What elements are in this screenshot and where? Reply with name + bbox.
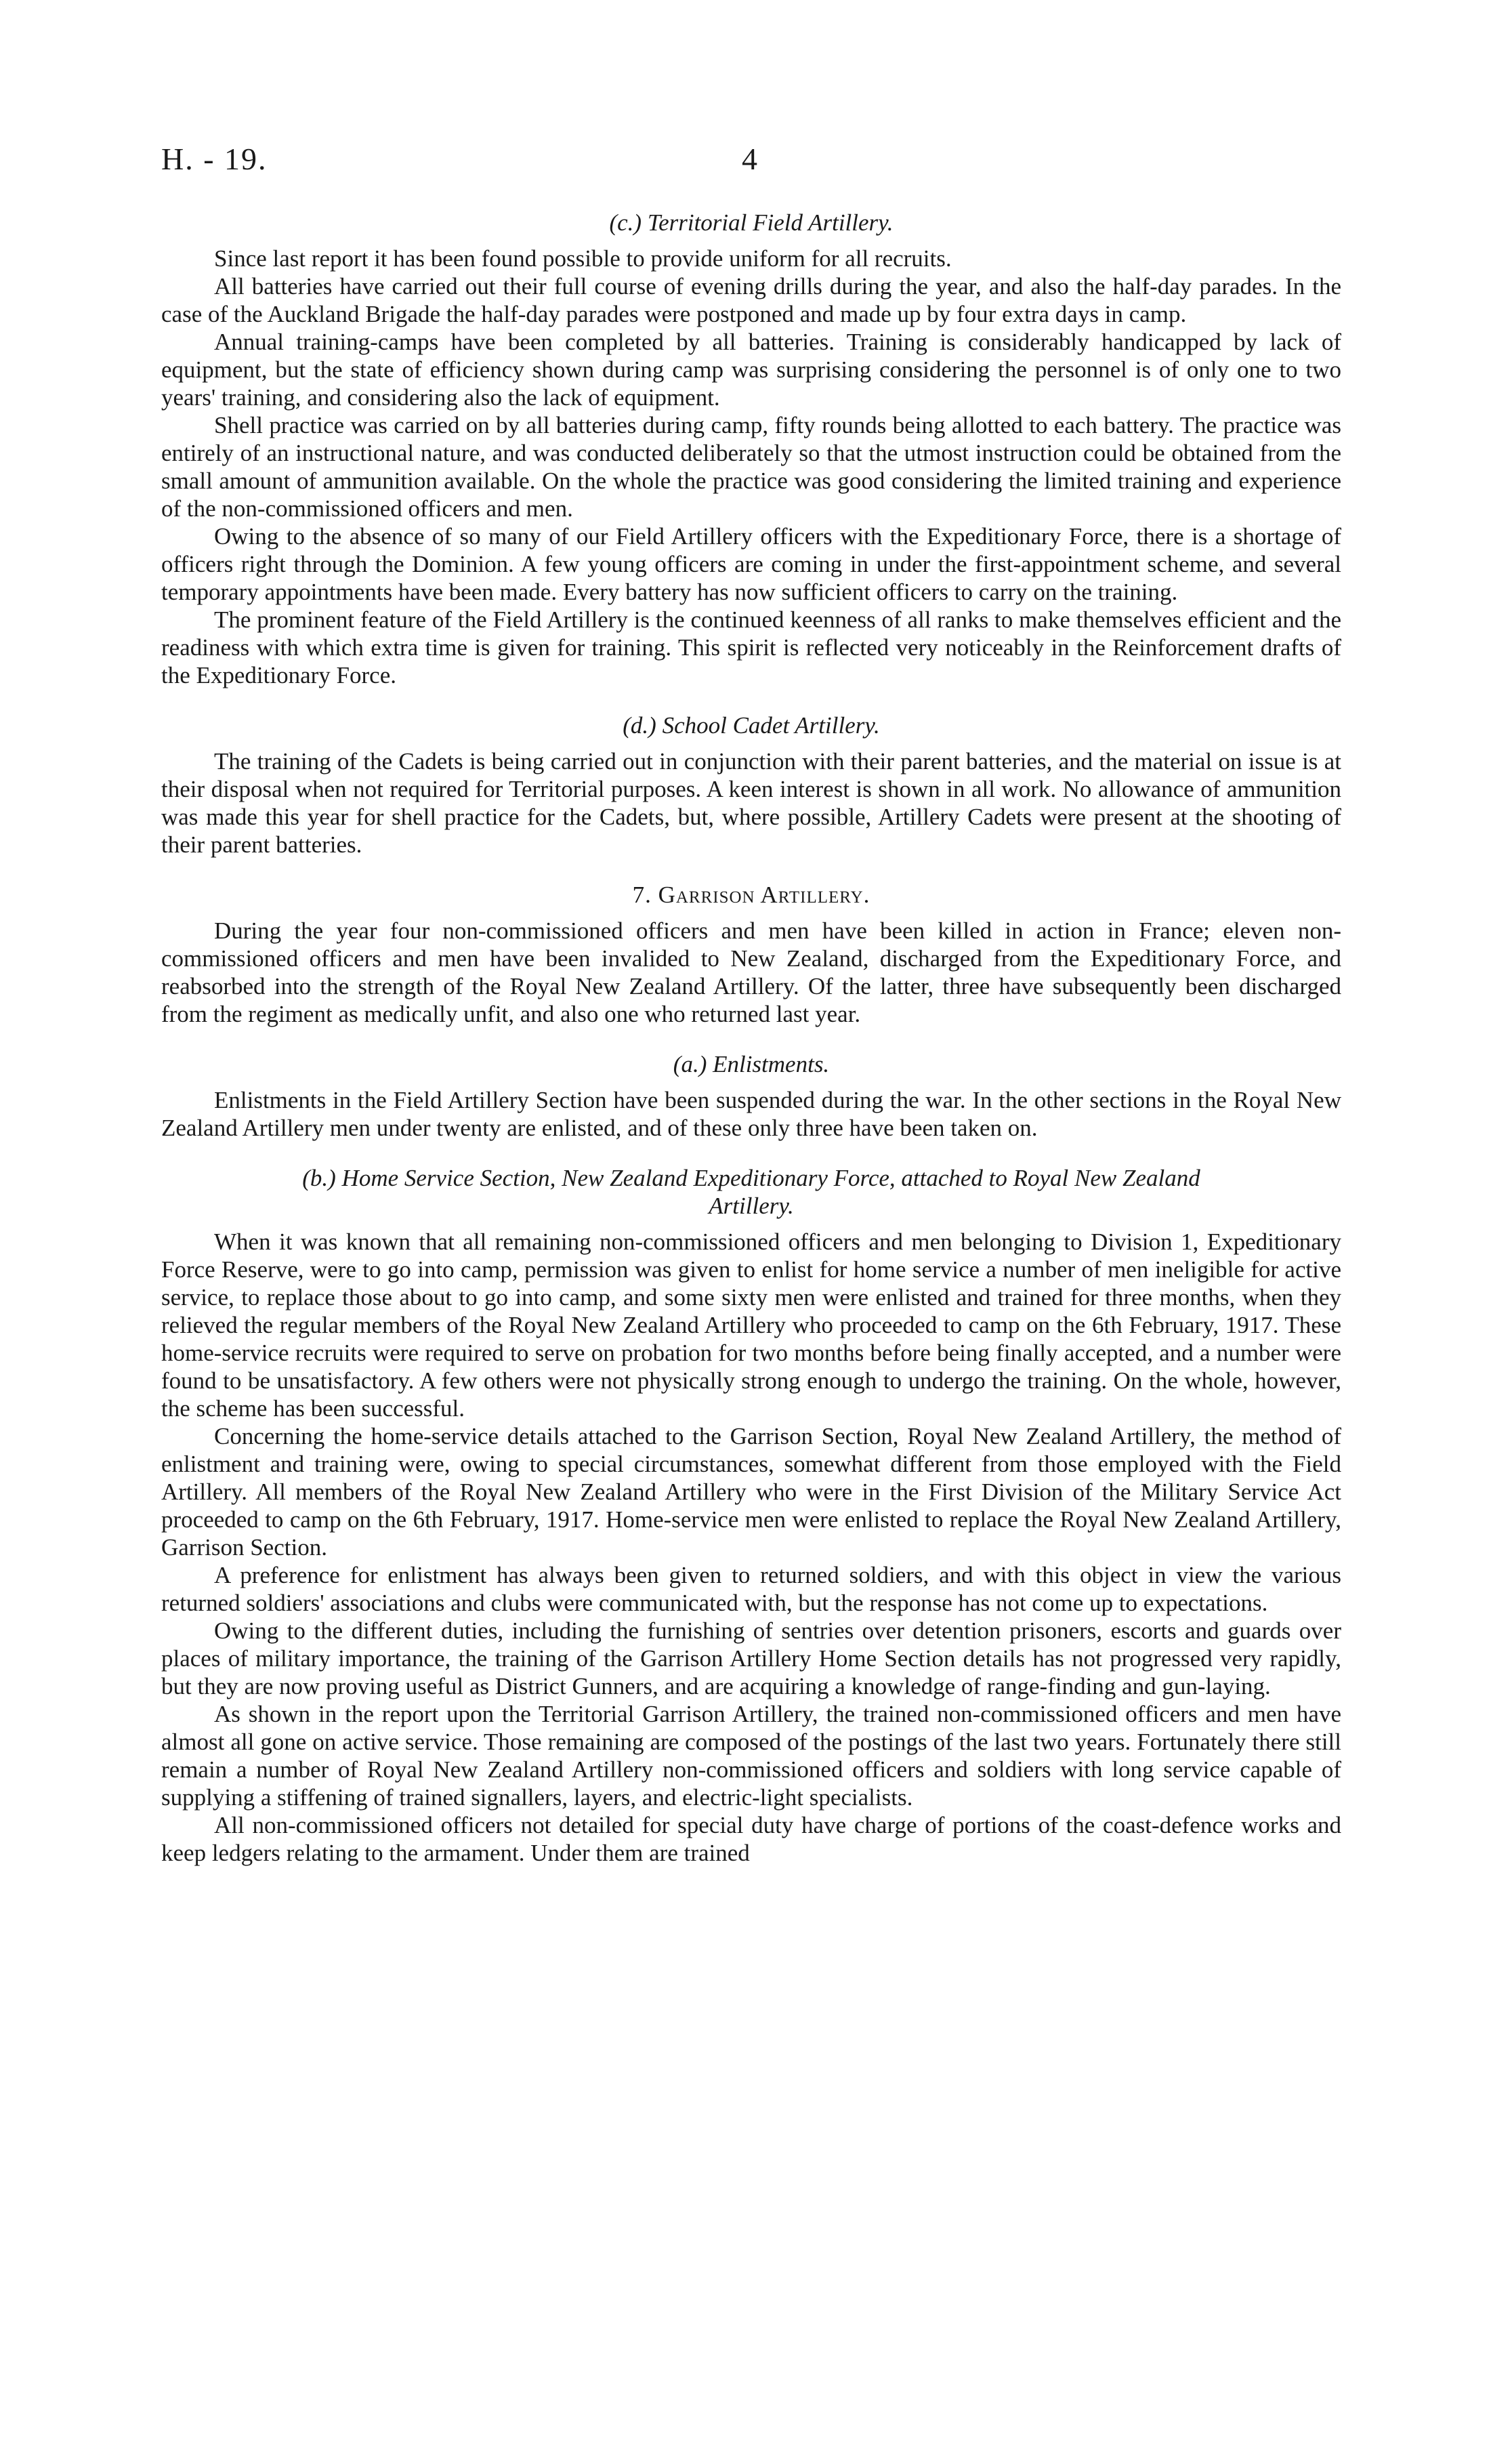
paragraph: Owing to the absence of so many of our Field Artillery officers with the Expeditionary Force, there is a shortage of officers right through the Dominion. A few young officers are coming in under the first-appointment scheme, and several temporary appointments have been made. Every battery has now sufficient officers to carry on the training. (161, 523, 1341, 605)
paragraph: The training of the Cadets is being carried out in conjunction with their parent batteries, and the material on issue is at their disposal when not required for Territorial purposes. A keen interest is shown in all work. No allowance of ammunition was made this year for shell practice for the Cadets, but, where possible, Artillery Cadets were present at the shooting of their parent batteries. (161, 748, 1341, 858)
paragraph: A preference for enlistment has always been given to returned soldiers, and with this object in view the various returned soldiers' associations and clubs were communicated with, but the response has not come up to expectations. (161, 1562, 1341, 1616)
paragraph: Annual training-camps have been completed by all batteries. Training is considerably handicapped by lack of equipment, but the state of efficiency shown during camp was surprising considering the personnel is of only one to two years' training, and considering also the lack of equipment. (161, 329, 1341, 411)
section-heading-garrison-artillery: 7. Garrison Artillery. (632, 882, 870, 908)
paragraph: Shell practice was carried on by all batteries during camp, fifty rounds being allotted to each battery. The practice was entirely of an instructional nature, and was conducted deliberately so that the utmost instruction could be obtained from the small amount of ammunition available. On the whole the practice was good considering the limited training and experience of the non-commissioned officers and men. (161, 412, 1341, 522)
paragraph: All batteries have carried out their full course of evening drills during the year, and also the half-day parades. In the case of the Auckland Brigade the half-day parades were postponed and made up by four extra days in camp. (161, 273, 1341, 327)
paragraph: During the year four non-commissioned officers and men have been killed in action in France; eleven non-commissioned officers and men have been invalided to New Zealand, discharged from the Expeditionary Force, and reabsorbed into the strength of the Royal New Zealand Artillery. Of the latter, three have subsequently been discharged from the regiment as medically unfit, and also one who returned last year. (161, 917, 1341, 1027)
paragraph: The prominent feature of the Field Artillery is the continued keenness of all ranks to make themselves efficient and the readiness with which extra time is given for training. This spirit is reflected very noticeably in the Reinforcement drafts of the Expeditionary Force. (161, 606, 1341, 688)
section-heading-enlistments: (a.) Enlistments. (673, 1051, 830, 1077)
page-body (161, 209, 1341, 1867)
section-heading-territorial-field-artillery: (c.) Territorial Field Artillery. (609, 209, 894, 236)
document-reference: H. - 19. (161, 142, 268, 176)
section-heading-line: Artillery. (709, 1193, 794, 1219)
paragraph: All non-commissioned officers not detailed for special duty have charge of portions of the coast-defence works and keep ledgers relating to the armament. Under them are trained (161, 1812, 1341, 1866)
section-heading-line: (b.) Home Service Section, New Zealand Expeditionary Force, attached to Royal New Zealand (302, 1165, 1200, 1191)
paragraph: Owing to the different duties, including the furnishing of sentries over detention prisoners, escorts and guards over places of military importance, the training of the Garrison Artillery Home Section details has not progressed very rapidly, but they are now proving useful as District Gunners, and are acquiring a knowledge of range-finding and gun-laying. (161, 1617, 1341, 1699)
page-header (161, 141, 1351, 188)
paragraph: Concerning the home-service details attached to the Garrison Section, Royal New Zealand Artillery, the method of enlistment and training were, owing to special circumstances, somewhat different from those employed with the Field Artillery. All members of the Royal New Zealand Artillery who were in the First Division of the Military Service Act proceeded to camp on the 6th February, 1917. Home-service men were enlisted to replace the Royal New Zealand Artillery, Garrison Section. (161, 1423, 1341, 1561)
section-heading-home-service-section (161, 1164, 1341, 1220)
paragraph: As shown in the report upon the Territorial Garrison Artillery, the trained non-commissioned officers and men have almost all gone on active service. Those remaining are composed of the postings of the last two years. Fortunately there still remain a number of Royal New Zealand Artillery non-commissioned officers and soldiers with long service capable of supplying a stiffening of trained signallers, layers, and electric-light specialists. (161, 1701, 1341, 1811)
section-heading-school-cadet-artillery: (d.) School Cadet Artillery. (623, 712, 880, 739)
paragraph: Since last report it has been found possible to provide uniform for all recruits. (214, 245, 952, 272)
paragraph: When it was known that all remaining non-commissioned officers and men belonging to Division 1, Expeditionary Force Reserve, were to go into camp, permission was given to enlist for home service a number of men ineligible for active service, to replace those about to go into camp, and some sixty men were enlisted and trained for three months, when they relieved the regular members of the Royal New Zealand Artillery who proceeded to camp on the 6th February, 1917. These home-service recruits were required to serve on probation for two months before being finally accepted, and a number were found to be unsatisfactory. A few others were not physically strong enough to undergo the training. On the whole, however, the scheme has been successful. (161, 1228, 1341, 1422)
paragraph: Enlistments in the Field Artillery Section have been suspended during the war. In the other sections in the Royal New Zealand Artillery men under twenty are enlisted, and of these only three have been taken on. (161, 1087, 1341, 1141)
page-number: 4 (742, 142, 757, 176)
